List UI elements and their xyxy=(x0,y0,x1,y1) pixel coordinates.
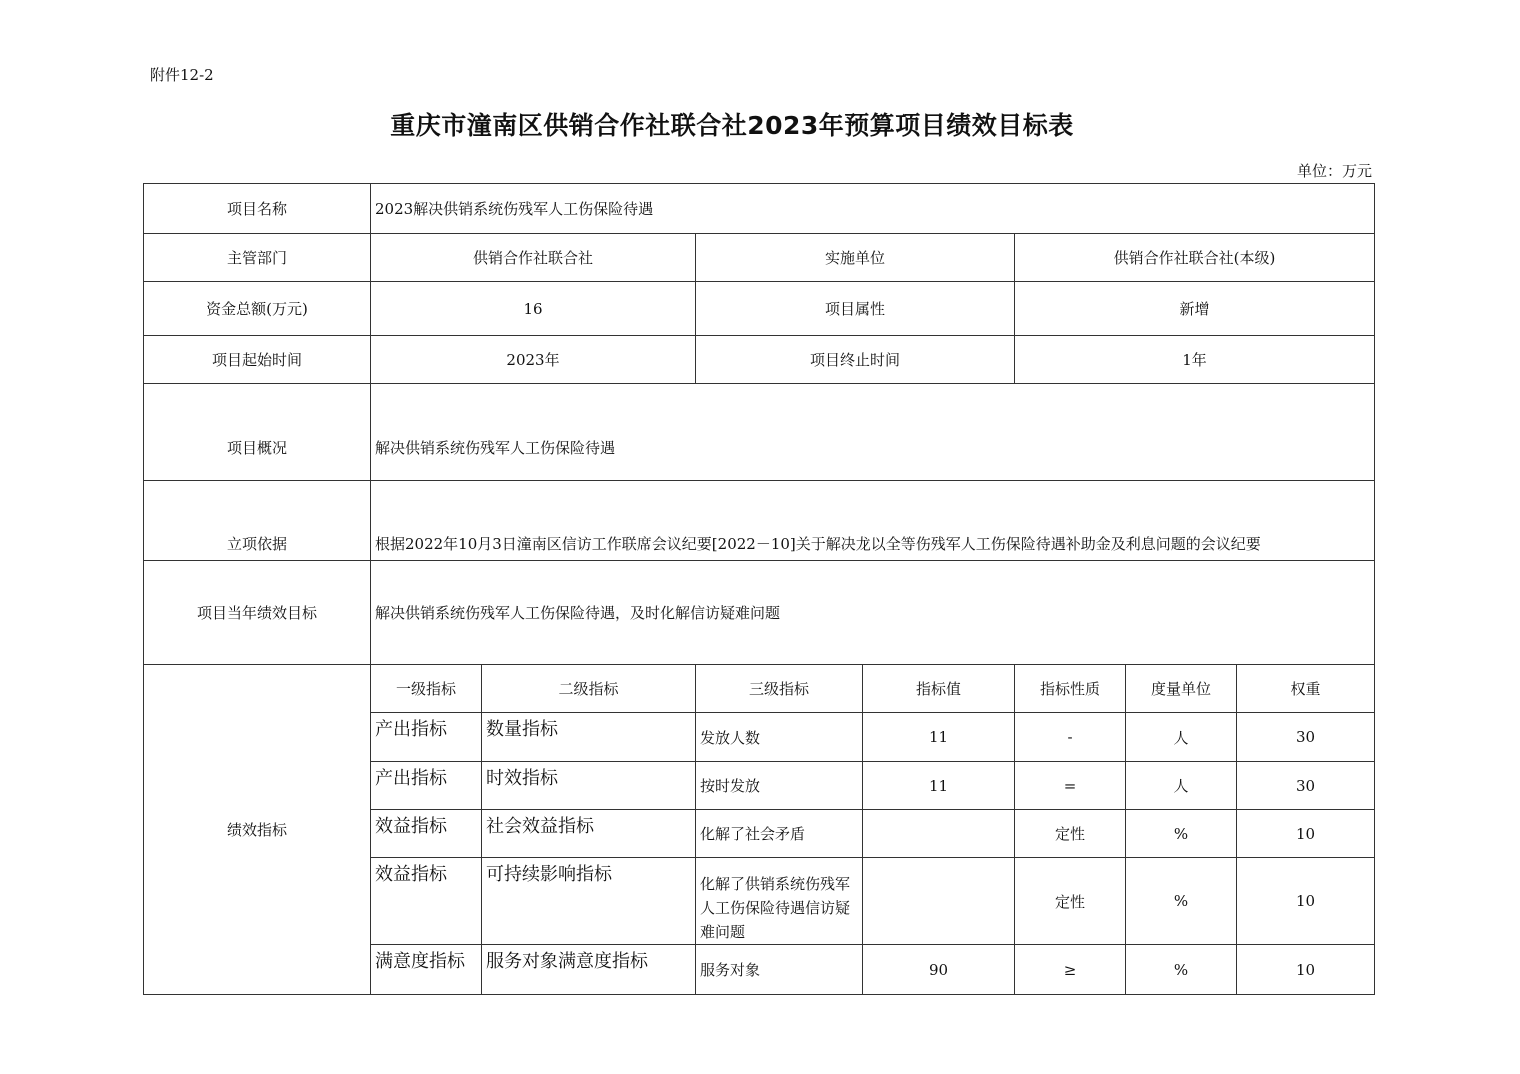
perf-nature: 定性 xyxy=(1015,858,1126,945)
basis-label: 立项依据 xyxy=(144,481,371,561)
perf-l2: 服务对象满意度指标 xyxy=(482,945,696,995)
impl-value: 供销合作社联合社(本级) xyxy=(1015,234,1375,282)
perf-value: 90 xyxy=(863,945,1015,995)
perf-l3: 化解了社会矛盾 xyxy=(696,810,863,858)
goal-value: 解决供销系统伤残军人工伤保险待遇，及时化解信访疑难问题 xyxy=(371,561,1375,665)
perf-weight: 10 xyxy=(1237,858,1375,945)
perf-unit: 人 xyxy=(1126,762,1237,810)
goal-label: 项目当年绩效目标 xyxy=(144,561,371,665)
perf-l2: 数量指标 xyxy=(482,713,696,762)
page-title: 重庆市潼南区供销合作社联合社2023年预算项目绩效目标表 xyxy=(390,111,1074,140)
fund-label: 资金总额(万元) xyxy=(144,282,371,336)
project-name-value: 2023解决供销系统伤残军人工伤保险待遇 xyxy=(371,184,1375,234)
perf-header-value: 指标值 xyxy=(863,665,1015,713)
perf-value: 11 xyxy=(863,713,1015,762)
perf-unit: 人 xyxy=(1126,713,1237,762)
perf-l1: 产出指标 xyxy=(371,762,482,810)
basis-value: 根据2022年10月3日潼南区信访工作联席会议纪要[2022－10]关于解决龙以全等伤残军人工伤保险待遇补助金及利息问题的会议纪要 xyxy=(371,481,1375,561)
perf-l3: 化解了供销系统伤残军人工伤保险待遇信访疑难问题 xyxy=(696,858,863,945)
overview-value: 解决供销系统伤残军人工伤保险待遇 xyxy=(371,384,1375,481)
perf-l3: 服务对象 xyxy=(696,945,863,995)
perf-l2: 社会效益指标 xyxy=(482,810,696,858)
perf-nature: 定性 xyxy=(1015,810,1126,858)
end-label: 项目终止时间 xyxy=(696,336,1015,384)
overview-label: 项目概况 xyxy=(144,384,371,481)
perf-value xyxy=(863,858,1015,945)
perf-weight: 10 xyxy=(1237,945,1375,995)
attr-value: 新增 xyxy=(1015,282,1375,336)
perf-header-l3: 三级指标 xyxy=(696,665,863,713)
perf-value: 11 xyxy=(863,762,1015,810)
perf-value xyxy=(863,810,1015,858)
unit-label: 单位：万元 xyxy=(1296,162,1372,180)
attr-label: 项目属性 xyxy=(696,282,1015,336)
perf-l2: 可持续影响指标 xyxy=(482,858,696,945)
start-value: 2023年 xyxy=(371,336,696,384)
dept-value: 供销合作社联合社 xyxy=(371,234,696,282)
perf-l1: 产出指标 xyxy=(371,713,482,762)
perf-unit: % xyxy=(1126,810,1237,858)
perf-header-l2: 二级指标 xyxy=(482,665,696,713)
perf-header-weight: 权重 xyxy=(1237,665,1375,713)
perf-l1: 效益指标 xyxy=(371,810,482,858)
perf-l3: 按时发放 xyxy=(696,762,863,810)
performance-target-table xyxy=(143,183,1375,995)
perf-unit: % xyxy=(1126,858,1237,945)
perf-weight: 10 xyxy=(1237,810,1375,858)
project-name-label: 项目名称 xyxy=(144,184,371,234)
attachment-number: 附件12-2 xyxy=(150,66,214,84)
start-label: 项目起始时间 xyxy=(144,336,371,384)
fund-value: 16 xyxy=(371,282,696,336)
perf-l2: 时效指标 xyxy=(482,762,696,810)
perf-weight: 30 xyxy=(1237,762,1375,810)
perf-nature: ≥ xyxy=(1015,945,1126,995)
perf-nature: - xyxy=(1015,713,1126,762)
perf-header-l1: 一级指标 xyxy=(371,665,482,713)
perf-header-unit: 度量单位 xyxy=(1126,665,1237,713)
perf-l1: 满意度指标 xyxy=(371,945,482,995)
end-value: 1年 xyxy=(1015,336,1375,384)
perf-unit: % xyxy=(1126,945,1237,995)
perf-header-nature: 指标性质 xyxy=(1015,665,1126,713)
impl-label: 实施单位 xyxy=(696,234,1015,282)
dept-label: 主管部门 xyxy=(144,234,371,282)
perf-weight: 30 xyxy=(1237,713,1375,762)
perf-l1: 效益指标 xyxy=(371,858,482,945)
perf-nature: = xyxy=(1015,762,1126,810)
perf-l3: 发放人数 xyxy=(696,713,863,762)
perf-label: 绩效指标 xyxy=(144,665,371,995)
